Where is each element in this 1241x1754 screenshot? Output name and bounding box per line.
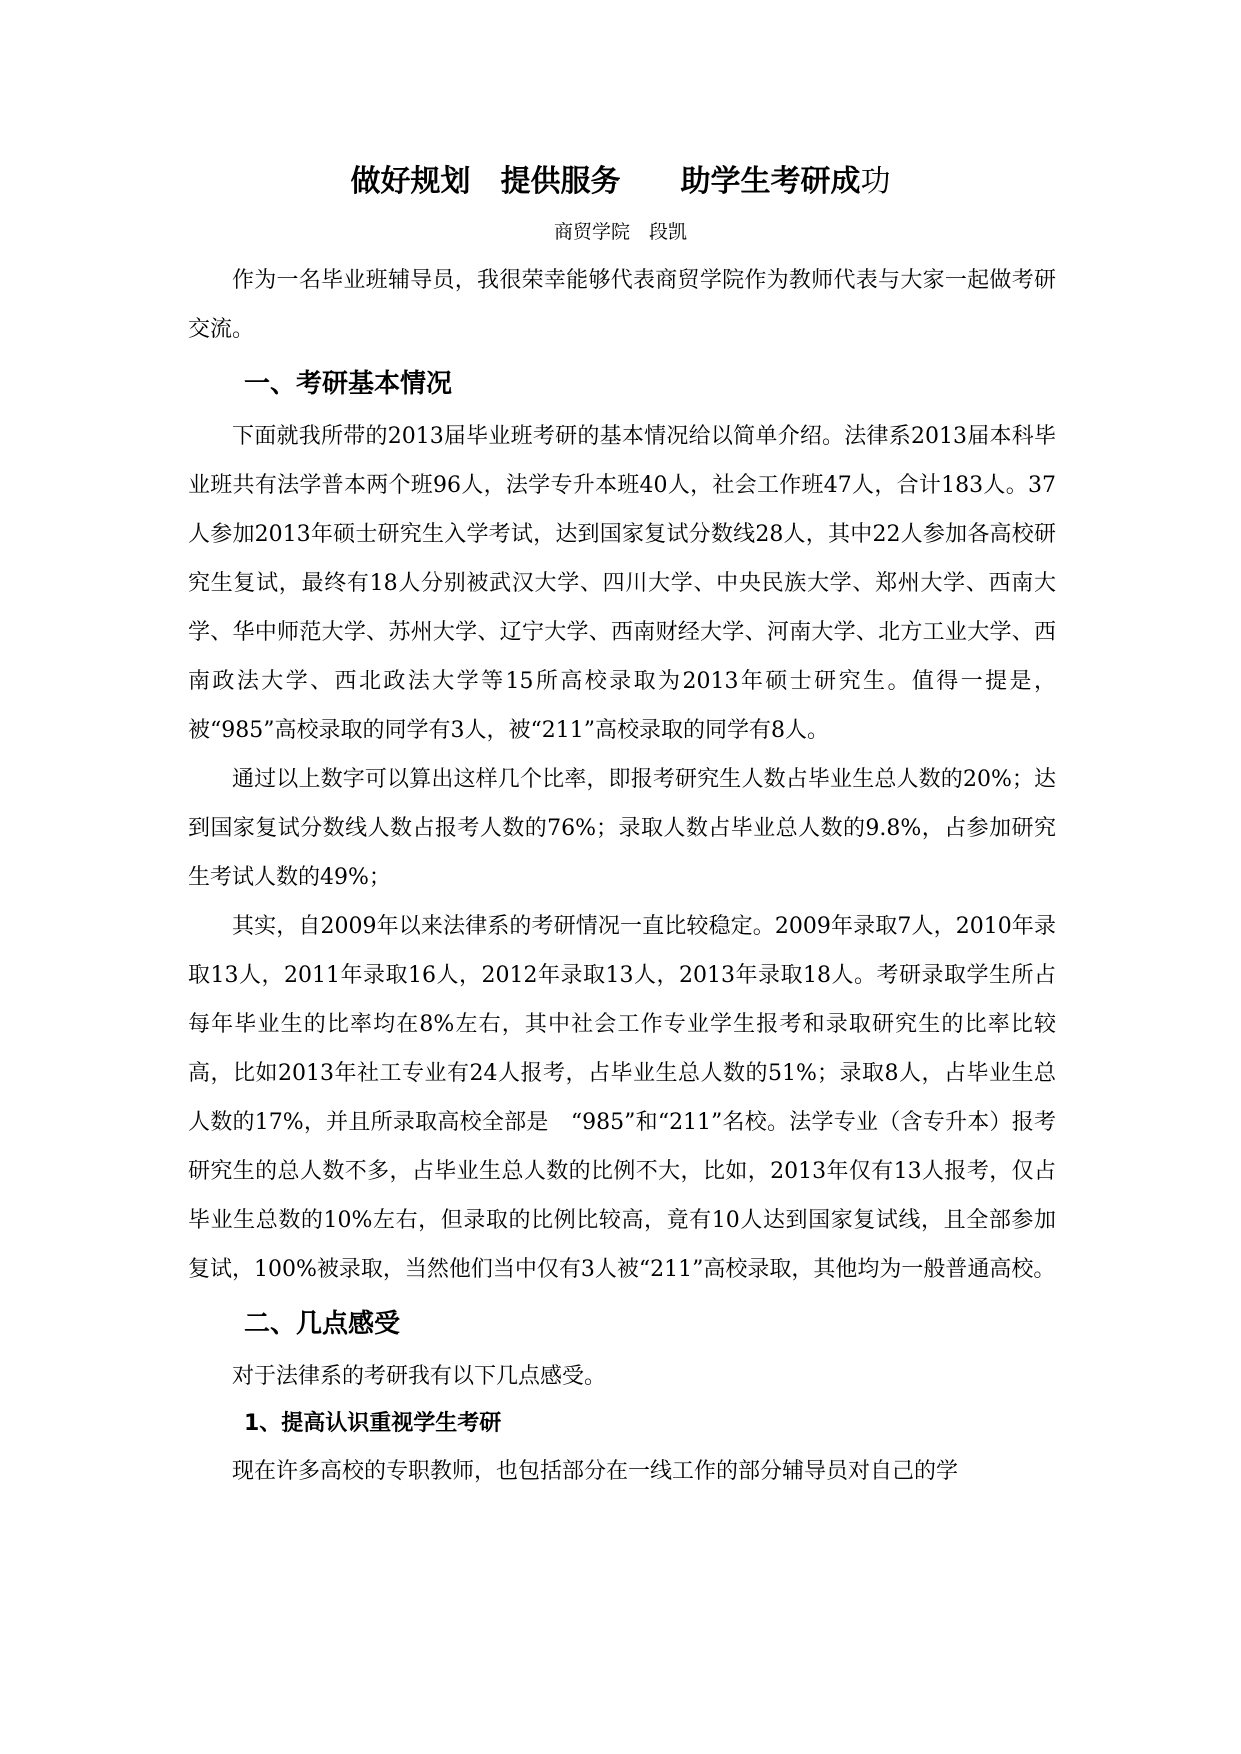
paragraph-raise-awareness: 现在许多高校的专职教师，也包括部分在一线工作的部分辅导员对自己的学: [232, 1459, 959, 1484]
paragraph-ratios: 通过以上数字可以算出这样几个比率，即报考研究生人数占毕业生总人数的20%；达到国家复试分数线人数占报考人数的76%；录取人数占毕业总人数的9.8%，占参加研究生考试人数的49%；: [188, 767, 1056, 890]
section-heading-reflections: 二、几点感受: [244, 1309, 401, 1339]
document-title-main: 做好规划 提供服务 助学生考研成: [350, 164, 861, 199]
subsection-heading-raise-awareness: 1、提高认识重视学生考研: [244, 1411, 502, 1436]
intro-paragraph: 作为一名毕业班辅导员，我很荣幸能够代表商贸学院作为教师代表与大家一起做考研交流。: [188, 268, 1056, 342]
document-title-tail: 功: [860, 164, 891, 199]
paragraph-reflections-intro: 对于法律系的考研我有以下几点感受。: [232, 1364, 607, 1389]
section-heading-basic-situation: 一、考研基本情况: [244, 369, 453, 399]
document-author: 商贸学院 段凯: [553, 221, 687, 243]
document-title: [0, 160, 1241, 204]
paragraph-enrollment-overview: 下面就我所带的2013届毕业班考研的基本情况给以简单介绍。法律系2013届本科毕业班共有法学普本两个班96人，法学专升本班40人，社会工作班47人，合计183人。37人参加2013年硕士研究生入学考试，达到国家复试分数线28人，其中22人参加各高校研究生复试，最终有18人分别被武汉大学、四川大学、中央民族大学、郑州大学、西南大学、华中师范大学、苏州大学、辽宁大学、西南财经大学、河南大学、北方工业大学、西南政法大学、西北政法大学等15所高校录取为2013年硕士研究生。值得一提是，被“985”高校录取的同学有3人，被“211”高校录取的同学有8人。: [188, 424, 1056, 743]
document-body: [188, 256, 1056, 1496]
paragraph-history: 其实，自2009年以来法律系的考研情况一直比较稳定。2009年录取7人，2010年录取13人，2011年录取16人，2012年录取13人，2013年录取18人。考研录取学生所占每年毕业生的比率均在8%左右，其中社会工作专业学生报考和录取研究生的比率比较高，比如2013年社工专业有24人报考，占毕业生总人数的51%；录取8人，占毕业生总人数的17%，并且所录取高校全部是 “985”和“211”名校。法学专业（含专升本）报考研究生的总人数不多，占毕业生总人数的比例不大，比如，2013年仅有13人报考，仅占毕业生总数的10%左右，但录取的比例比较高，竟有10人达到国家复试线，且全部参加复试，100%被录取，当然他们当中仅有3人被“211”高校录取，其他均为一般普通高校。: [188, 914, 1056, 1282]
